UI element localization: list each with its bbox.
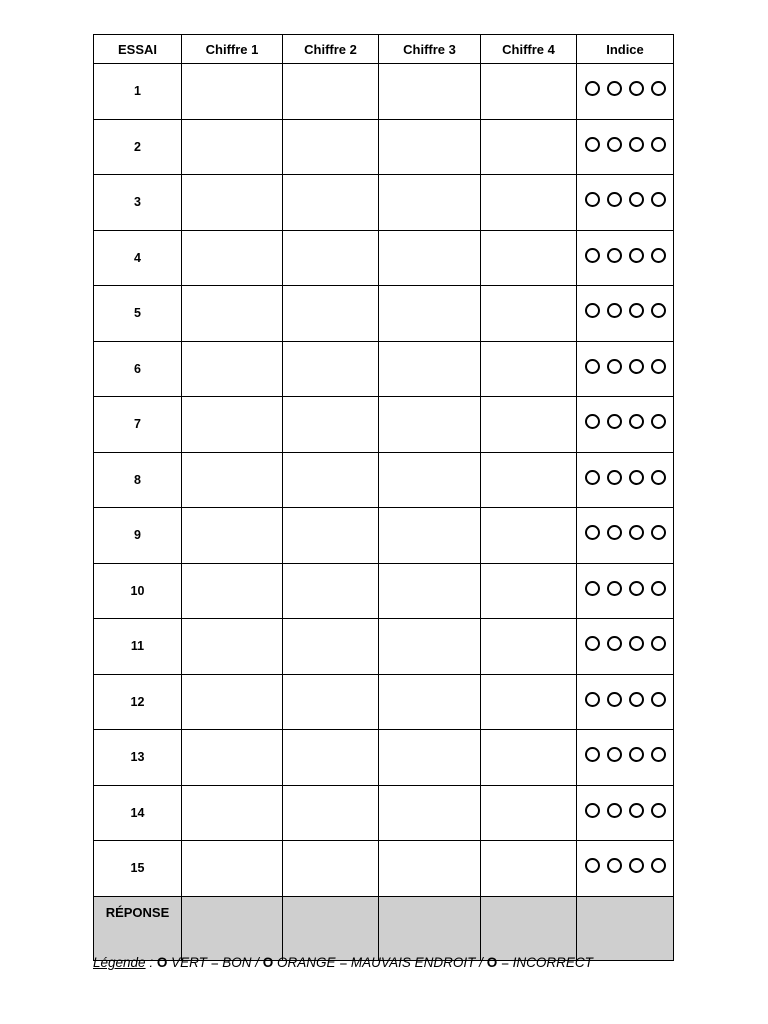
digit-cell[interactable] [379, 64, 481, 120]
digit-cell[interactable] [379, 730, 481, 786]
hint-circle-icon[interactable] [629, 581, 644, 596]
answer-cell[interactable] [283, 896, 379, 960]
hint-circle-icon[interactable] [629, 248, 644, 263]
row-number: 9 [94, 508, 182, 564]
hint-circle-icon[interactable] [585, 414, 600, 429]
answer-row [94, 896, 674, 960]
digit-cell[interactable] [481, 619, 577, 675]
digit-cell[interactable] [379, 230, 481, 286]
row-number: 2 [94, 119, 182, 175]
digit-cell[interactable] [481, 785, 577, 841]
hint-circle-icon[interactable] [651, 359, 666, 374]
hint-cell [577, 508, 674, 564]
guess-row [94, 785, 674, 841]
row-number: 6 [94, 341, 182, 397]
guess-row [94, 508, 674, 564]
header-essai: ESSAI [94, 35, 182, 64]
hint-circle-icon[interactable] [585, 692, 600, 707]
hint-cell [577, 397, 674, 453]
row-number: 4 [94, 230, 182, 286]
header-indice: Indice [577, 35, 674, 64]
hint-circle-icon[interactable] [585, 192, 600, 207]
hint-circles [585, 248, 666, 263]
hint-circle-icon[interactable] [629, 81, 644, 96]
row-number: 7 [94, 397, 182, 453]
row-number: 14 [94, 785, 182, 841]
digit-cell[interactable] [182, 619, 283, 675]
digit-cell[interactable] [481, 841, 577, 897]
hint-circle-icon[interactable] [651, 858, 666, 873]
legend-label: Légende [93, 955, 146, 970]
hint-circle-icon[interactable] [651, 414, 666, 429]
hint-circles [585, 803, 666, 818]
hint-cell [577, 286, 674, 342]
legend-circle-orange: O [262, 955, 274, 970]
hint-cell [577, 619, 674, 675]
hint-circle-icon[interactable] [651, 192, 666, 207]
row-number: 8 [94, 452, 182, 508]
hint-circles [585, 858, 666, 873]
guess-row [94, 619, 674, 675]
digit-cell[interactable] [283, 619, 379, 675]
hint-circle-icon[interactable] [629, 414, 644, 429]
hint-circles [585, 636, 666, 651]
hint-circle-icon[interactable] [585, 81, 600, 96]
hint-circle-icon[interactable] [607, 414, 622, 429]
digit-cell[interactable] [182, 563, 283, 619]
hint-circle-icon[interactable] [651, 81, 666, 96]
header-chiffre-4: Chiffre 4 [481, 35, 577, 64]
hint-circle-icon[interactable] [585, 359, 600, 374]
digit-cell[interactable] [182, 286, 283, 342]
hint-circle-icon[interactable] [607, 525, 622, 540]
digit-cell[interactable] [283, 785, 379, 841]
guess-row [94, 730, 674, 786]
digit-cell[interactable] [283, 286, 379, 342]
hint-circle-icon[interactable] [629, 359, 644, 374]
digit-cell[interactable] [481, 563, 577, 619]
digit-cell[interactable] [283, 563, 379, 619]
digit-cell[interactable] [481, 286, 577, 342]
digit-cell[interactable] [379, 175, 481, 231]
digit-cell[interactable] [481, 730, 577, 786]
digit-cell[interactable] [481, 64, 577, 120]
digit-cell[interactable] [379, 397, 481, 453]
hint-circle-icon[interactable] [651, 525, 666, 540]
hint-circle-icon[interactable] [607, 803, 622, 818]
hint-circle-icon[interactable] [585, 525, 600, 540]
hint-cell [577, 119, 674, 175]
digit-cell[interactable] [283, 230, 379, 286]
digit-cell[interactable] [283, 508, 379, 564]
guess-row [94, 841, 674, 897]
hint-circles [585, 414, 666, 429]
legend-incorrect: = INCORRECT [497, 955, 593, 970]
digit-cell[interactable] [182, 119, 283, 175]
hint-circle-icon[interactable] [651, 636, 666, 651]
digit-cell[interactable] [182, 64, 283, 120]
hint-circle-icon[interactable] [607, 137, 622, 152]
digit-cell[interactable] [182, 841, 283, 897]
digit-cell[interactable] [182, 674, 283, 730]
hint-circle-icon[interactable] [585, 137, 600, 152]
hint-circles [585, 470, 666, 485]
hint-circle-icon[interactable] [629, 303, 644, 318]
answer-label: RÉPONSE [94, 896, 182, 960]
digit-cell[interactable] [283, 397, 379, 453]
hint-cell [577, 674, 674, 730]
hint-circle-icon[interactable] [607, 636, 622, 651]
hint-circle-icon[interactable] [651, 692, 666, 707]
hint-circles [585, 747, 666, 762]
digit-cell[interactable] [481, 341, 577, 397]
digit-cell[interactable] [379, 674, 481, 730]
hint-circle-icon[interactable] [585, 581, 600, 596]
row-number: 5 [94, 286, 182, 342]
guess-row [94, 674, 674, 730]
hint-circle-icon[interactable] [585, 248, 600, 263]
hint-circles [585, 692, 666, 707]
mastermind-sheet [93, 34, 673, 961]
digit-cell[interactable] [182, 230, 283, 286]
hint-circle-icon[interactable] [585, 858, 600, 873]
guess-table [93, 34, 674, 961]
hint-circle-icon[interactable] [651, 803, 666, 818]
header-row [94, 35, 674, 64]
hint-cell [577, 230, 674, 286]
hint-circles [585, 525, 666, 540]
hint-circle-icon[interactable] [651, 581, 666, 596]
hint-circle-icon[interactable] [629, 803, 644, 818]
hint-circle-icon[interactable] [585, 470, 600, 485]
digit-cell[interactable] [182, 397, 283, 453]
answer-cell[interactable] [379, 896, 481, 960]
row-number: 3 [94, 175, 182, 231]
hint-circle-icon[interactable] [629, 692, 644, 707]
digit-cell[interactable] [379, 619, 481, 675]
row-number: 11 [94, 619, 182, 675]
row-number: 12 [94, 674, 182, 730]
hint-circle-icon[interactable] [607, 858, 622, 873]
hint-circle-icon[interactable] [651, 303, 666, 318]
hint-circles [585, 137, 666, 152]
guess-row [94, 341, 674, 397]
hint-circles [585, 581, 666, 596]
guess-row [94, 563, 674, 619]
hint-circle-icon[interactable] [629, 747, 644, 762]
guess-row [94, 119, 674, 175]
hint-circle-icon[interactable] [607, 581, 622, 596]
digit-cell[interactable] [481, 452, 577, 508]
hint-circle-icon[interactable] [629, 137, 644, 152]
hint-circle-icon[interactable] [607, 359, 622, 374]
answer-cell[interactable] [481, 896, 577, 960]
hint-cell [577, 563, 674, 619]
hint-circle-icon[interactable] [607, 747, 622, 762]
row-number: 1 [94, 64, 182, 120]
guess-row [94, 64, 674, 120]
hint-cell [577, 341, 674, 397]
hint-cell [577, 730, 674, 786]
hint-circle-icon[interactable] [607, 192, 622, 207]
header-chiffre-2: Chiffre 2 [283, 35, 379, 64]
legend [93, 955, 593, 970]
digit-cell[interactable] [182, 730, 283, 786]
hint-circle-icon[interactable] [651, 137, 666, 152]
digit-cell[interactable] [379, 508, 481, 564]
digit-cell[interactable] [182, 452, 283, 508]
hint-cell [577, 64, 674, 120]
digit-cell[interactable] [379, 452, 481, 508]
hint-circle-icon[interactable] [651, 747, 666, 762]
legend-circle-green: O [156, 955, 168, 970]
digit-cell[interactable] [481, 119, 577, 175]
hint-circle-icon[interactable] [585, 803, 600, 818]
digit-cell[interactable] [379, 119, 481, 175]
legend-vert: VERT = BON / [167, 955, 263, 970]
hint-circles [585, 81, 666, 96]
digit-cell[interactable] [283, 175, 379, 231]
row-number: 15 [94, 841, 182, 897]
guess-row [94, 230, 674, 286]
digit-cell[interactable] [481, 508, 577, 564]
hint-cell [577, 785, 674, 841]
digit-cell[interactable] [182, 785, 283, 841]
row-number: 13 [94, 730, 182, 786]
guess-row [94, 397, 674, 453]
hint-circle-icon[interactable] [629, 858, 644, 873]
digit-cell[interactable] [283, 674, 379, 730]
hint-circle-icon[interactable] [629, 192, 644, 207]
hint-circle-icon[interactable] [607, 248, 622, 263]
digit-cell[interactable] [481, 674, 577, 730]
hint-circles [585, 303, 666, 318]
guess-row [94, 175, 674, 231]
answer-cell[interactable] [577, 896, 674, 960]
digit-cell[interactable] [379, 785, 481, 841]
digit-cell[interactable] [379, 841, 481, 897]
digit-cell[interactable] [481, 175, 577, 231]
hint-circle-icon[interactable] [629, 470, 644, 485]
hint-circle-icon[interactable] [651, 248, 666, 263]
digit-cell[interactable] [283, 452, 379, 508]
hint-circles [585, 359, 666, 374]
header-chiffre-3: Chiffre 3 [379, 35, 481, 64]
legend-circle-incorrect: O [486, 955, 498, 970]
digit-cell[interactable] [283, 730, 379, 786]
digit-cell[interactable] [481, 397, 577, 453]
guess-row [94, 452, 674, 508]
digit-cell[interactable] [283, 119, 379, 175]
hint-circles [585, 192, 666, 207]
hint-circle-icon[interactable] [629, 636, 644, 651]
digit-cell[interactable] [283, 841, 379, 897]
hint-circle-icon[interactable] [607, 692, 622, 707]
digit-cell[interactable] [379, 341, 481, 397]
hint-circle-icon[interactable] [607, 81, 622, 96]
digit-cell[interactable] [379, 286, 481, 342]
hint-cell [577, 175, 674, 231]
digit-cell[interactable] [182, 508, 283, 564]
digit-cell[interactable] [283, 341, 379, 397]
digit-cell[interactable] [182, 175, 283, 231]
digit-cell[interactable] [379, 563, 481, 619]
hint-circle-icon[interactable] [585, 636, 600, 651]
hint-circle-icon[interactable] [651, 470, 666, 485]
digit-cell[interactable] [283, 64, 379, 120]
digit-cell[interactable] [182, 341, 283, 397]
legend-orange: ORANGE = MAUVAIS ENDROIT / [273, 955, 487, 970]
digit-cell[interactable] [481, 230, 577, 286]
answer-cell[interactable] [182, 896, 283, 960]
hint-circle-icon[interactable] [585, 303, 600, 318]
hint-cell [577, 841, 674, 897]
legend-separator: : [145, 955, 157, 970]
hint-circle-icon[interactable] [629, 525, 644, 540]
guess-row [94, 286, 674, 342]
hint-circle-icon[interactable] [607, 303, 622, 318]
hint-circle-icon[interactable] [607, 470, 622, 485]
row-number: 10 [94, 563, 182, 619]
hint-circle-icon[interactable] [585, 747, 600, 762]
hint-cell [577, 452, 674, 508]
header-chiffre-1: Chiffre 1 [182, 35, 283, 64]
